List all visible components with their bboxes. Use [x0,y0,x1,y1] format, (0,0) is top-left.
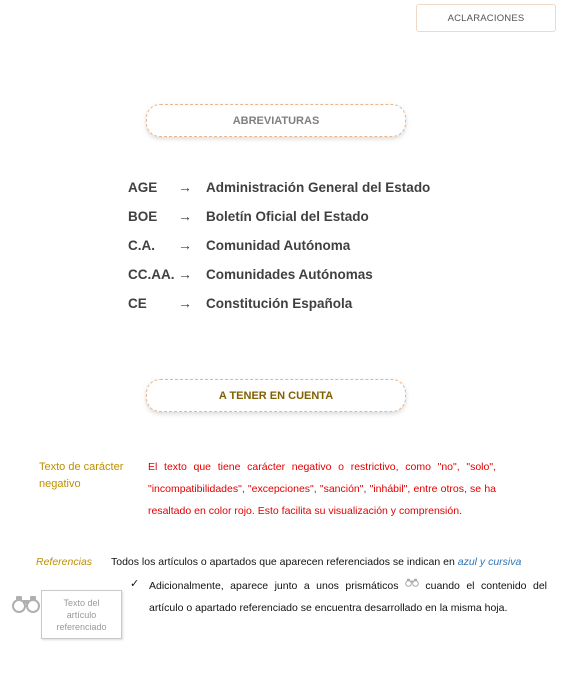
arrow-right-icon: → [178,237,192,253]
additional-note [149,575,547,619]
arrow-right-icon: → [178,266,192,282]
negative-text-explanation: El texto que tiene carácter negativo o restrictivo, como "no", "solo", "incompatibilidades", "excepciones", "sanción", "inhábil", entre otros, se ha resaltado en color rojo. Esto facilita su visualización y comprensión. [148,461,496,517]
abreviaturas-title: ABREVIATURAS [232,114,320,127]
abbreviation-code: CE [128,296,147,311]
arrow-right-icon: → [178,208,192,224]
ref-box-line: Texto del [63,597,100,608]
abbreviation-code: C.A. [128,238,155,253]
abbreviation-meaning: Constitución Española [206,296,353,311]
negative-text-label: Texto de carácter negativo [39,461,124,490]
binoculars-icon [12,594,40,614]
references-text [111,556,521,568]
aclaraciones-tab-label: ACLARACIONES [447,12,525,24]
references-highlight: azul y cursiva [457,556,522,568]
referenced-article-box[interactable] [41,590,122,639]
aclaraciones-tab[interactable] [416,4,556,32]
a-tener-en-cuenta-heading [146,379,406,412]
abbreviation-code: AGE [128,180,158,195]
abbreviation-meaning: Comunidades Autónomas [206,267,373,282]
ref-box-line: referenciado [56,621,107,632]
abbreviation-meaning: Comunidad Autónoma [206,238,351,253]
references-label: Referencias [36,556,93,568]
additional-note-start: Adicionalmente, aparece junto a unos prismáticos [149,580,405,592]
abbreviation-code: BOE [128,209,158,224]
arrow-right-icon: → [178,295,192,311]
binoculars-icon [405,578,419,587]
arrow-right-icon: → [178,179,192,195]
abreviaturas-heading [146,104,406,137]
ref-box-line: artículo [66,609,97,620]
additional-note-end: cuando el contenido del artículo o apartado referenciado se encuentra desarrollado en la misma hoja. [149,580,547,614]
abbreviation-code: CC.AA. [128,267,175,282]
checkmark-icon: ✓ [130,578,140,590]
a-tener-en-cuenta-title: A TENER EN CUENTA [218,389,334,402]
references-explanation: Todos los artículos o apartados que aparecen referenciados se indican en [111,556,458,568]
abbreviation-meaning: Boletín Oficial del Estado [206,209,369,224]
abbreviation-meaning: Administración General del Estado [206,180,431,195]
